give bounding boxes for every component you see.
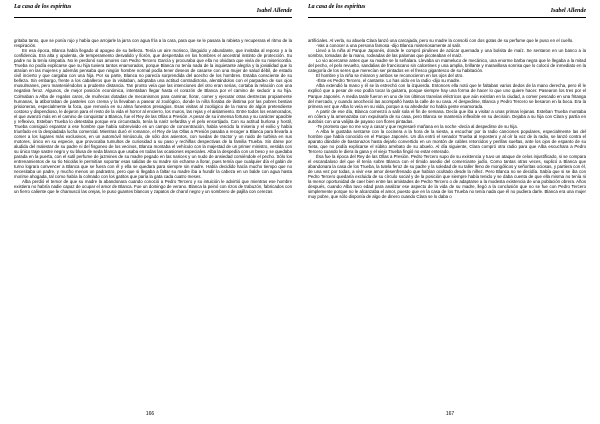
right-paragraph-3: Llevó a la niña al Parque Japonés, donde le compró pirulines de azúcar quemada y una bolsita de maíz. Se sentaron en un banco a la sombra, tomadas de la mano, rodeadas de las palomas que picoteaban el maíz. [308, 48, 586, 59]
right-paragraph-10: A Alba le gustaba sentarse con la cocinera a la hora de la siesta, a escuchar por la radio canciones populares, especialmente las del hombre que había conocido en el Parque Japonés. Un día entró el senador Trueba al repostero y al oír la voz de la radio, se lanzó contra el aparato dándole de bastonazos hasta dejarlo convertido en un montón de cables retorcidos y perillas sueltas, ante los ojos de espanto de su nieta, que no podía explicarse el súbito arrebato de su abuelo. Al día siguiente, Clara compró otra radio para que Alba escuchara a Pedro Tercero cuando le diera la gana y el viejo Trueba fingió no estar enterado. [308, 128, 586, 155]
left-paragraph-1: gritaba tanto, que se ponía rojo y había que arrojarle la jarra con agua fría a la cara, para que se le pasara la rabieta y recuperara el ritmo de la respiración. [14, 38, 292, 49]
right-header-author: Isabel Allende [550, 8, 586, 14]
right-page-body [308, 38, 586, 406]
left-page-number: 166 [145, 411, 155, 417]
left-page-body [14, 38, 292, 406]
right-paragraph-4: Lo vio acercarse antes que su madre se lo señalara. Llevaba un mameluco de mecánico, una enorme barba negra que le llegaba a la mitad del pecho, el pelo revuelto, sandalias de franciscano sin calcetines y una amplia, brillante y maravillosa sonrisa que lo colocó de inmediato en la categoría de los seres que merecían ser pintados en el fresco gigantesco de su habitación. [308, 58, 586, 74]
right-page-header [308, 4, 586, 18]
right-page [300, 0, 600, 424]
left-paragraph-3: Alba perdió el temor de que su madre la abandonara cuando conoció a Pedro Tercero y su intuición le advirtió que mientras ese hombre existiera no habría nadie capaz de ocupar el amor de Blanca. Fue un domingo de verano. Blanca la peinó con rizos de trabuzón, fabricados con un fierro caliente que le chamuscó las orejas, le puso guantes blancos y zapatos de charol negro y un sombrero de pajilla con cerezas [14, 179, 292, 195]
right-paragraph-11: Ésa fue la época del Rey de las Ollas a Presión. Pedro Tercero supo de su existencia y tuvo un ataque de celos injustificado, si se compara el escandaloso del que él tenía sobre Blanca con el tímido asedio del comerciante judío. Como tantas otras veces, suplicó a Blanca que abandonara la casa de los Trueba, la tutela feroz de su padre y la soledad de su taller lleno de mongólicos y señoritas ociosas, y partiera con él, de una vez por todas, a vivir ese amor desenfrenado que habían ocultado desde la niñez. Pero Blanca no se decidía. Sabía que si se iba con Pedro Tercero quedaría excluida de su círculo social y de la posición que siempre había tenido y se daba cuenta de que ella misma no tenía ni la menor oportunidad de caer bien entre las amistades de Pedro Tercero o de adaptarse a la modesta existencia de una población obrera. Años después, cuando Alba tuvo edad para analizar ese aspecto de la vida de su madre, llegó a la conclusión que no se fue con Pedro Tercero simplemente porque no le alcanzaba el amor, puesto que en la casa de los Trueba no tenía nada que él no pudiera darle. Blanca era una mujer muy pobre, que sólo disponía de algo de dinero cuando Clara se lo daba o [308, 154, 586, 200]
left-header-author: Isabel Allende [256, 8, 292, 14]
left-paragraph-2: En esa época, Blanca había llegado al apogeo de su belleza. Tenía un aire morisco, lánguido y abundante, que invitaba al reposo y a la confidencia. Era alta y opulenta, de temperamento desvalido y llorón, que despertaba en los hombres el ancestral instinto de protección. Su padre no la tenía simpatía. No le perdonó sus amores con Pedro Tercero García y procuraba que ella no olvidara que vivía de su misericordia. Trueba no podía explicarse que su hija tuviera tantos enamorados, porque Blanca no tenía nada de la inquietante alegría y la jovialidad que lo atraían en las mujeres y además pensaba que ningún hombre normal podía tener deseos de casarse con una mujer de salud débil, de estado civil incierto y que cargaba con una hija. Por su parte, Blanca no parecía sorprendida del acecho de los hombres. Estaba consciente de su belleza. Sin embargo, frente a los caballeros que la visitaban, adoptaba una actitud contradictoria, alentándolos con el parpadeo de sus ojos musulmanes, pero manteniéndolos a prudente distancia. Tan pronto veía que las intenciones del otro eran serias, cortaba la relación con una negativa feroz. Algunos, de mejor posición económica, intentaban llegar hasta el corazón de Blanca por el camino de seducir a su hija. Colmaban a Alba de regalos caros, de muñecas dotadas de mecanismos para caminar, llorar, comer y ejecutar otras destrezas propiamente humanas, la atiborraban de pasteles con crema y la llevaban a pasear al zoológico, donde la niña lloraba de lástima por las pobres bestias prisioneras, especialmente la foca, que removía en su alma funestos presagios. Esas visitas al zoológico de la mano de algún pretendiente costoso y dispendioso, le dejaron para el resto de la vida el horror al encierro, los muros, las rejas y el aislamiento. Entre todos los enamorados, el que avanzó más en el camino de conquistar a Blanca, fue el Rey de las Ollas a Presión. A pesar de su inmensa fortuna y su carácter apacible y reflexivo, Esteban Trueba lo detestaba porque era circunstado, tenía la nariz sefardita y el pelo ensortijado. Con su actitud burlona y hostil, Trueba consiguió espantar a ese hombre que había sobrevivido en un campo de concentración, había vencido la miseria y el exilio y había triunfado en la despiadada lucha comercial. Mientras duró el romance, el Rey de las Ollas a Presión pasaba a recoger a Blanca para llevarla a comer a los lugares más exclusivos, en un automóvil minúsculo, de sólo dos asientos, con ruedas de tractor y un ruido de turbina en sus motores, único en su especie, que provocaba tumultos de curiosidad a su paso y rechiflas despectivas de la familia Trueba. Sin darse por aludida del malestar de su padre ni del fisgoneo de los vecinos, Blanca montaba el vehículo con la majestad de un primer ministro, vestida con su único traje sastre negro y su blusa de seda blanca que usaba en todas las ocasiones especiales. Alba la despedía con un beso y se quedaba parada en la puerta, con el sutil perfume de jazmines de su madre pegado en las narices y un nudo de ansiedad comiéndole el pecho. Sólo los entrenamientos de su tío Nicolás le permitían soportar esas salidas de su madre sin echarse a llorar, pues temía que cualquier día el galán de turno lograra convencer a Blanca que se fuera con él y ella se quedara para siempre sin madre. Había decidido hacía mucho tiempo que no necesitaba un padre, y mucho menos un padrastro, pero que si llegaba a faltar su madre iba a hundir la cabeza en un balde con agua hasta morirse ahogada, tal como había la colmado con los gatitos que paría la gata cada cuatro meses. [14, 48, 292, 180]
left-header-title: La casa de los espíritus [14, 4, 72, 10]
left-page-header [14, 4, 292, 18]
right-paragraph-6: -Éste es Pedro Tercero, el cantante. Lo has oído en la radio -dijo su madre. [316, 78, 461, 84]
right-paragraph-5: El hombre y la niña se miraron y ambos se reconocieron en los ojos del otro. [316, 73, 464, 79]
right-header-title: La casa de los espíritus [308, 4, 366, 10]
right-page-number: 167 [445, 411, 455, 417]
right-paragraph-2: -Vas a conocer a una persona famosa -dijo Blanca misteriosamente al salir. [316, 43, 462, 49]
right-paragraph-7: Alba extendió la mano y él se la estrechó con la izquierda. Entonces ella notó que le faltaban varios dedos de la mano derecha, pero él le explicó que a pesar de eso podía tocar la guitarra, porque siempre hay una forma de hacer lo que uno quiere hacer. Pasearon los tres por el Parque Japonés. A media tarde fueron en uno de los últimos tranvías eléctricos que aún existían en la ciudad, a comer pescado en una fritanga del mercado, y cuando anocheció las acompañó hasta la calle de su casa. Al despedirse, Blanca y Pedro Tercero se besaron en la boca. Era la primera vez que Alba lo veía en su vida, porque a su alrededor no había gente enamorada. [308, 83, 586, 109]
right-paragraph-8: A partir de ese día, Blanca comenzó a salir sola el fin de semana. Decía que iba a visitar a unas primas lejanas. Esteban Trueba montaba en cólera y la amenazaba con expulsarla de su casa, pero Blanca se mantenía inflexible en su decisión. Dejaba a su hija con Clara y partía en autobús con una valijita de payaso con flores pintadas. [308, 108, 586, 124]
right-paragraph-9: -Te prometo que no me voy a casar y que regresaré mañana en la noche -decía al despedirse de su hija. [316, 123, 518, 129]
right-paragraph-1: artificiales. Al verla, su abuela Clara lanzó una carcajada, pero su madre la consoló con dos gotas de su perfume que le puso en el cuello. [308, 38, 574, 43]
